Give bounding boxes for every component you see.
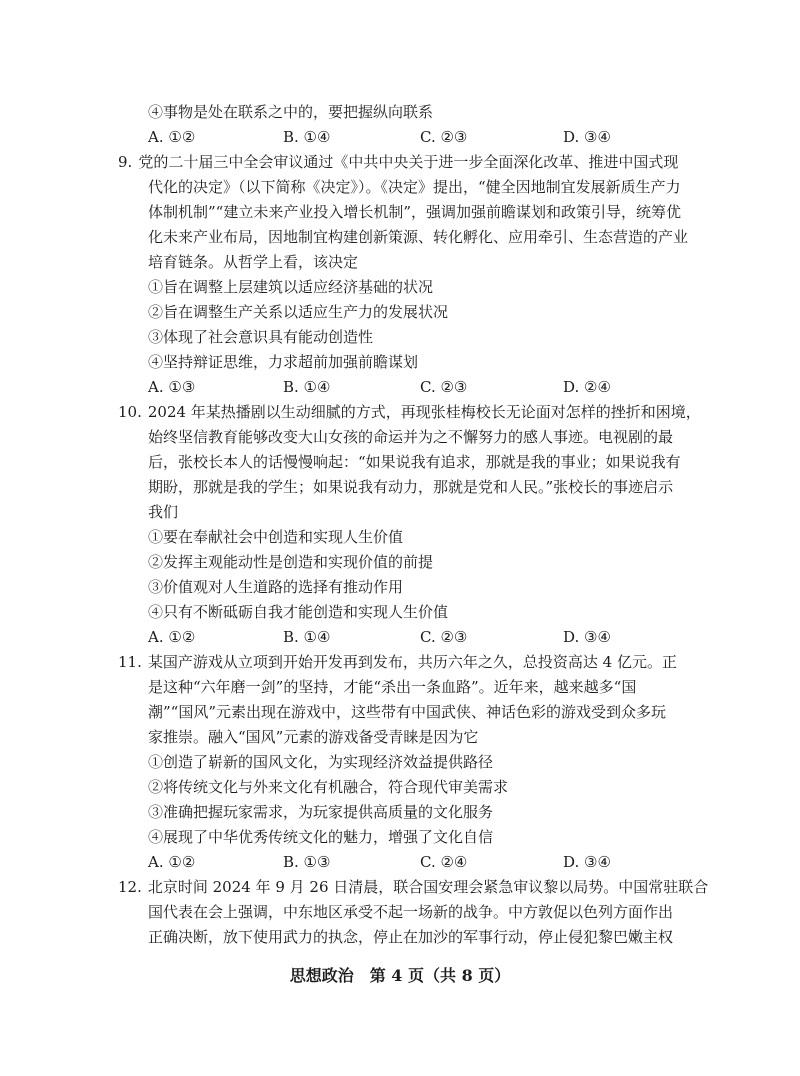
stem-line: 化未来产业布局，因地制宜构建创新策源、转化孵化、应用牵引、生态营造的产业 <box>148 228 689 246</box>
choice-item: ④坚持辩证思维，力求超前加强前瞻谋划 <box>148 353 419 371</box>
question-11 <box>0 650 800 875</box>
option-a: A. ①③ <box>148 378 196 396</box>
stem-text: 北京时间 2024 年 9 月 26 日清晨，联合国安理会紧急审议黎以局势。中国常驻联合 <box>147 878 709 896</box>
choice-item: ①创造了崭新的国风文化，为实现经济效益提供路径 <box>148 753 494 771</box>
options-row <box>0 625 800 650</box>
option-a: A. ①② <box>148 628 196 646</box>
option-a: A. ①② <box>148 853 196 871</box>
stem-text: 2024 年某热播剧以生动细腻的方式，再现张桂梅校长无论面对怎样的挫折和困境， <box>147 403 701 421</box>
choice-item: ①旨在调整上层建筑以适应经济基础的状况 <box>148 278 434 296</box>
stem-line <box>118 150 800 175</box>
choice-item: ②将传统文化与外来文化有机融合，符合现代审美需求 <box>148 778 509 796</box>
choice-item: ③体现了社会意识具有能动创造性 <box>148 328 374 346</box>
stem-line <box>118 875 800 900</box>
stem-line <box>118 650 800 675</box>
option-b: B. ①④ <box>283 128 331 146</box>
stem-line: 始终坚信教育能够改变大山女孩的命运并为之不懈努力的感人事迹。电视剧的最 <box>148 428 674 446</box>
continued-options-row <box>0 125 800 150</box>
stem-line: 期盼，那就是我的学生；如果说我有动力，那就是党和人民。”张校长的事迹启示 <box>148 478 674 496</box>
choice-item: ①要在奉献社会中创造和实现人生价值 <box>148 528 404 546</box>
stem-line: 正确决断，放下使用武力的执念，停止在加沙的军事行动，停止侵犯黎巴嫩主权 <box>148 928 674 946</box>
options-row <box>0 850 800 875</box>
continued-choice-item: ④事物是处在联系之中的，要把握纵向联系 <box>148 103 434 121</box>
choice-item: ④只有不断砥砺自我才能创造和实现人生价值 <box>148 603 449 621</box>
question-number: 10. <box>118 403 142 421</box>
option-b: B. ①③ <box>283 853 331 871</box>
option-d: D. ③④ <box>563 628 611 646</box>
question-9 <box>0 150 800 400</box>
question-number: 9. <box>118 153 133 171</box>
question-number: 12. <box>118 878 142 896</box>
question-number: 11. <box>118 653 142 671</box>
stem-line: 后，张校长本人的话慢慢响起：“如果说我有追求，那就是我的事业；如果说我有 <box>148 453 681 471</box>
option-c: C. ②④ <box>420 853 468 871</box>
stem-line <box>118 400 800 425</box>
question-12 <box>0 875 800 950</box>
stem-line: 代化的决定》（以下简称《决定》）。《决定》提出，“健全因地制宜发展新质生产力 <box>148 178 681 196</box>
option-a: A. ①② <box>148 128 196 146</box>
option-d: D. ②④ <box>563 378 611 396</box>
stem-line: 培育链条。从哲学上看，该决定 <box>148 253 359 271</box>
stem-line: 家推崇。融入“国风”元素的游戏备受青睐是因为它 <box>148 728 479 746</box>
stem-line: 我们 <box>148 503 179 521</box>
choice-item: ④展现了中华优秀传统文化的魅力，增强了文化自信 <box>148 828 494 846</box>
option-c: C. ②③ <box>420 378 468 396</box>
page-footer: 思想政治 第 4 页（共 8 页） <box>289 966 511 985</box>
stem-text: 党的二十届三中全会审议通过《中共中央关于进一步全面深化改革、推进中国式现 <box>138 153 679 171</box>
stem-line: 体制机制”“建立未来产业投入增长机制”，强调加强前瞻谋划和政策引导，统筹优 <box>148 203 682 221</box>
stem-line: 国代表在会上强调，中东地区承受不起一场新的战争。中方敦促以色列方面作出 <box>148 903 674 921</box>
choice-item: ③准确把握玩家需求，为玩家提供高质量的文化服务 <box>148 803 494 821</box>
option-b: B. ①④ <box>283 628 331 646</box>
option-b: B. ①④ <box>283 378 331 396</box>
page-content <box>0 100 800 950</box>
choice-item: ②旨在调整生产关系以适应生产力的发展状况 <box>148 303 449 321</box>
option-d: D. ③④ <box>563 853 611 871</box>
stem-line: 是这种“六年磨一剑”的坚持，才能“杀出一条血路”。近年来，越来越多“国 <box>148 678 637 696</box>
options-row <box>0 375 800 400</box>
option-c: C. ②③ <box>420 128 468 146</box>
option-d: D. ③④ <box>563 128 611 146</box>
stem-text: 某国产游戏从立项到开始开发再到发布，共历六年之久，总投资高达 4 亿元。正 <box>147 653 677 671</box>
stem-line: 潮”“国风”元素出现在游戏中，这些带有中国武侠、神话色彩的游戏受到众多玩 <box>148 703 667 721</box>
option-c: C. ②③ <box>420 628 468 646</box>
choice-item: ②发挥主观能动性是创造和实现价值的前提 <box>148 553 434 571</box>
choice-item: ③价值观对人生道路的选择有推动作用 <box>148 578 404 596</box>
question-10 <box>0 400 800 650</box>
